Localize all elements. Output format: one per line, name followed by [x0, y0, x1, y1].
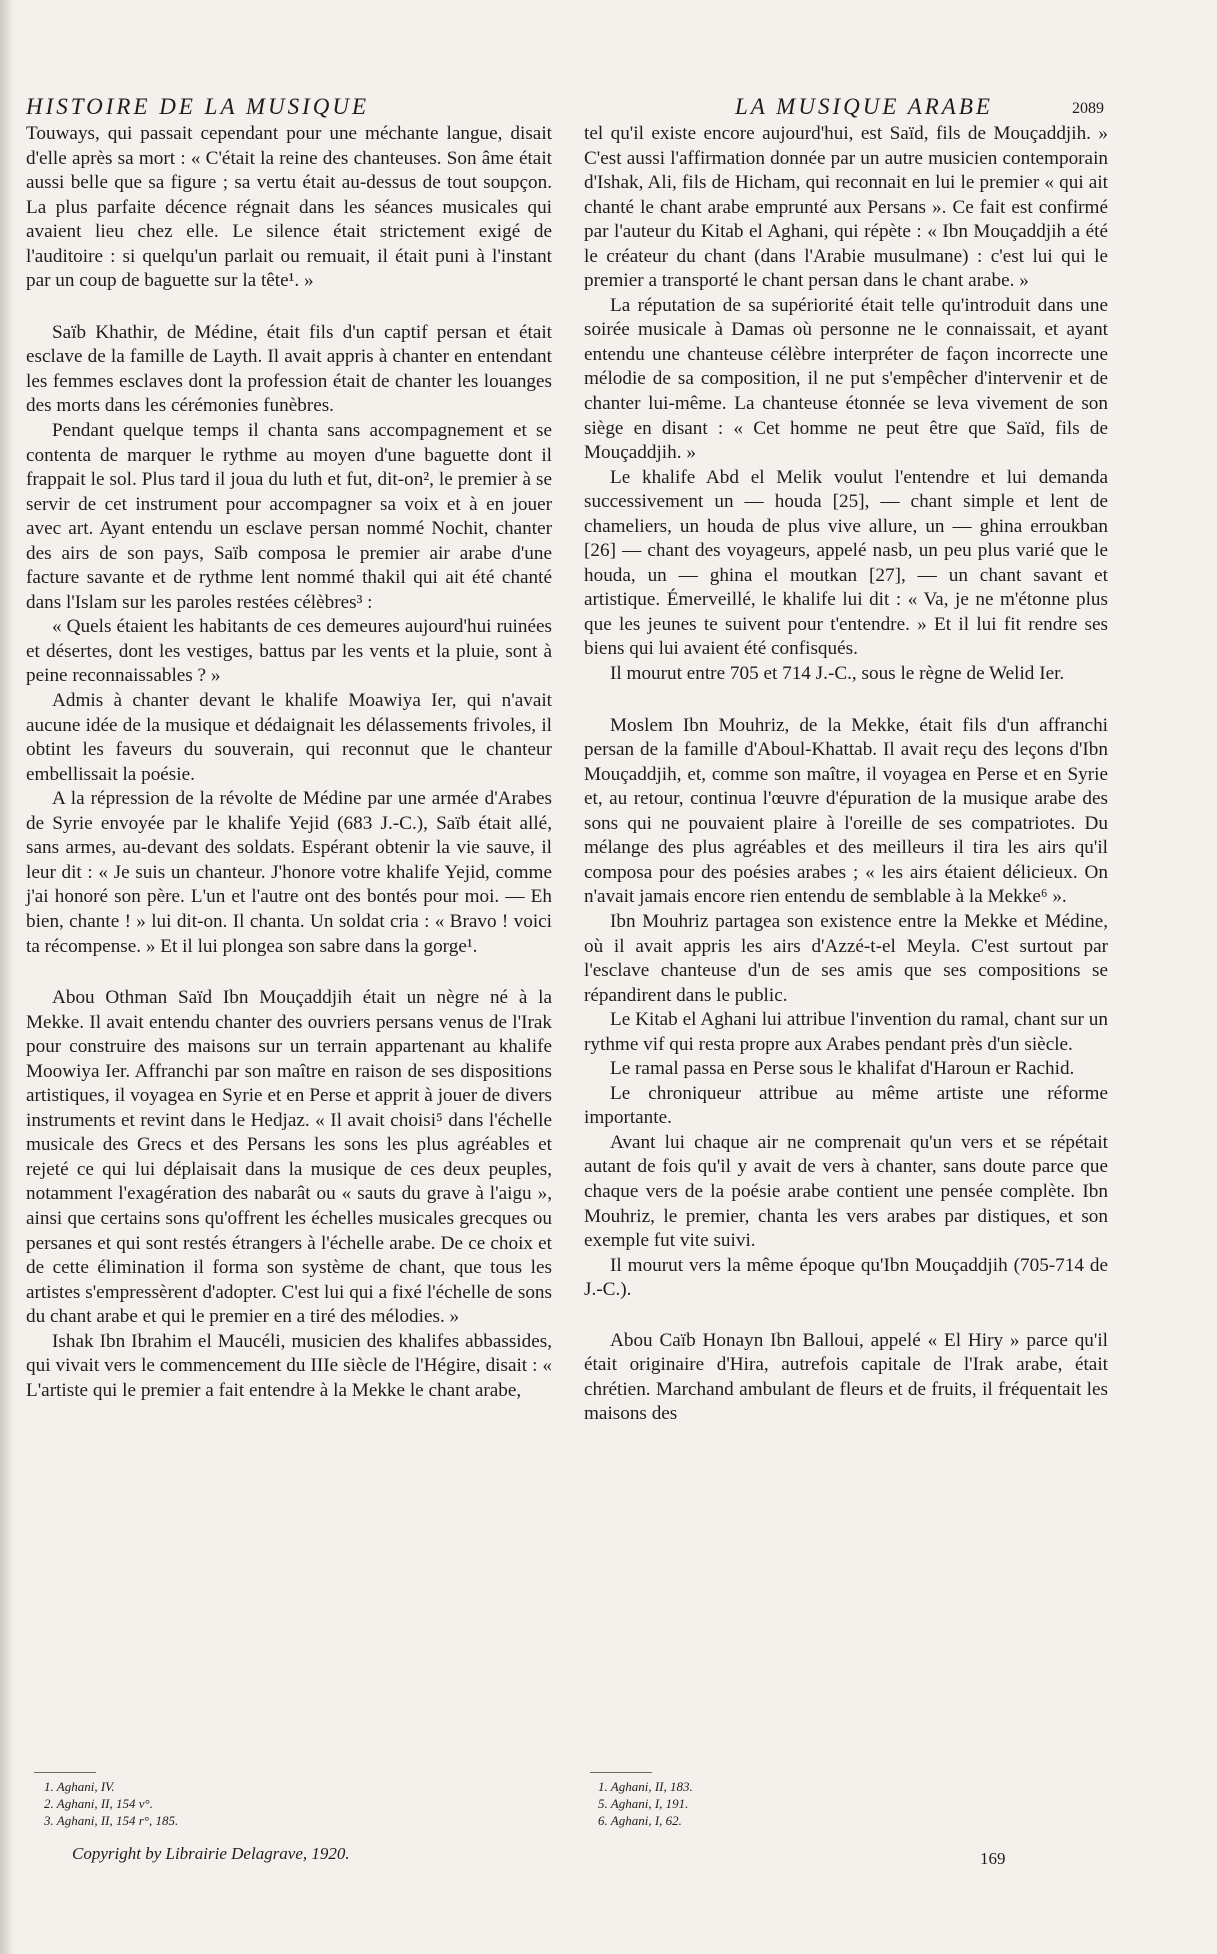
paragraph: Admis à chanter devant le khalife Moawiya Ier, qui n'avait aucune idée de la musique et dédaignait les délassements frivoles, il obtint les faveurs du souverain, qui reconnut que le chanteur embellissait la poésie. — [26, 690, 552, 785]
paragraph: Abou Othman Saïd Ibn Mouçaddjih était un nègre né à la Mekke. Il avait entendu chanter des ouvriers persans venus de l'Irak pour construire des maisons sur un terrain appartenant au khalife Moowiya Ier. Affranchi par son maître en raison de ses dispositions artistiques, il voyagea en Syrie et en Perse et apprit à jouer de divers instruments et revint dans le Hedjaz. « Il avait choisi⁵ dans l'échelle musicale des Grecs et des Persans les sons les plus agréables et rejeté ce qui lui déplaisait dans la musique de ces deux peuples, notamment l'exagération des nabarât ou « sauts du grave à l'aigu », ainsi que certains sons qu'offrent les échelles musicales grecques ou persanes et qui sont restés étrangers à l'échelle arabe. De ce choix et de cette élimination il forma son système de chant, que tous les artistes s'empressèrent d'adopter. C'est lui qui a fixé l'échelle de sons du chant arabe et qui le premier en a tiré des mélodies. » — [26, 987, 552, 1328]
folio-number: 169 — [980, 1849, 1006, 1868]
paragraph: Pendant quelque temps il chanta sans accompagnement et se contenta de marquer le rythme au moyen d'une baguette dont il frappait le sol. Plus tard il joua du luth et fut, dit-on², le premier à se servir de cet instrument pour accompagner sa voix et à en jouer avec art. Ayant entendu un esclave persan nommé Nochit, chanter des airs de son pays, Saïb composa le premier air arabe d'une facture savante et de rythme lent nommé thakil qui ait été chanté dans l'Islam sur les paroles restées célèbres³ : — [26, 420, 552, 613]
paragraph: La réputation de sa supériorité était telle qu'introduit dans une soirée musicale à Damas où personne ne le connaissait, et ayant entendu une chanteuse célèbre interpréter de façon incorrecte une mélodie de sa composition, il ne put s'empêcher d'intervenir et de chanter lui-même. La chanteuse étonnée se leva vivement de son siège en disant : « Cet homme ne peut être que Saïd, fils de Mouçaddjih. » — [584, 294, 1108, 464]
paragraph: Ishak Ibn Ibrahim el Maucéli, musicien des khalifes abbassides, qui vivait vers le commencement du IIIe siècle de l'Hégire, disait : « L'artiste qui le premier a fait entendre à la Mekke le chant arabe, — [26, 1330, 552, 1401]
paragraph: Le ramal passa en Perse sous le khalifat d'Haroun er Rachid. — [610, 1058, 1075, 1080]
paragraph: Le Kitab el Aghani lui attribue l'invention du ramal, chant sur un rythme vif qui resta propre aux Arabes pendant près d'un siècle. — [584, 1009, 1108, 1055]
footnote-rule-left — [34, 1772, 96, 1773]
paragraph: Il mourut vers la même époque qu'Ibn Mouçaddjih (705-714 de J.-C.). — [584, 1254, 1108, 1301]
footnote: 1. Aghani, IV. — [44, 1779, 115, 1794]
footnotes-left — [44, 1778, 178, 1829]
running-head-left: HISTOIRE DE LA MUSIQUE — [26, 94, 370, 119]
footnotes-right — [598, 1778, 693, 1829]
footnote: 3. Aghani, II, 154 r°, 185. — [44, 1813, 179, 1828]
paragraph: Le chroniqueur attribue au même artiste une réforme importante. — [584, 1082, 1108, 1129]
footnote-rule-right — [590, 1772, 652, 1773]
paragraph: Avant lui chaque air ne comprenait qu'un vers et se répétait autant de fois qu'il y avait de vers à chanter, sans doute parce que chaque vers de la poésie arabe contient une pensée complète. Ibn Mouhriz, le premier, chanta les vers arabes par distiques, et son exemple fut vite suivi. — [584, 1131, 1108, 1252]
paragraph: Touways, qui passait cependant pour une méchante langue, disait d'elle après sa mort : « C'était la reine des chanteuses. Son âme était aussi belle que sa figure ; sa vertu était au-dessus de tout soupçon. La plus parfaite décence régnait dans les séances musicales qui avaient lieu chez elle. Le silence était strictement exigé de l'auditoire : si quelqu'un parlait ou remuait, il était puni à l'instant par un coup de baguette sur la tête¹. » — [26, 123, 552, 292]
paragraph: Moslem Ibn Mouhriz, de la Mekke, était fils d'un affranchi persan de la famille d'Aboul-Khattab. Il avait reçu des leçons d'Ibn Mouçaddjih, et, comme son maître, il voyagea en Perse et en Syrie et, au retour, continua l'œuvre d'épuration de la musique arabe des sons qui ne pouvaient plaire à l'oreille de ses compatriotes. Du mélange des plus agréables et des meilleurs il tira les airs qu'il composa pour des poésies arabes ; « les airs étaient délicieux. On n'avait jamais encore rien entendu de semblable à la Mekke⁶ ». — [584, 714, 1108, 908]
paragraph: Abou Caïb Honayn Ibn Balloui, appelé « El Hiry » parce qu'il était originaire d'Hira, autrefois capitale de l'Irak arabe, était chrétien. Marchand ambulant de fleurs et de fruits, il fréquentait les maisons des — [584, 1329, 1108, 1425]
copyright-line: Copyright by Librairie Delagrave, 1920. — [72, 1844, 350, 1863]
footnote: 6. Aghani, I, 62. — [598, 1813, 682, 1828]
paragraph: Saïb Khathir, de Médine, était fils d'un captif persan et était esclave de la famille de Layth. Il avait appris à chanter en entendant les femmes esclaves dont la profession était de chanter les louanges des morts dans les cérémonies funèbres. — [26, 321, 552, 417]
paragraph: Le khalife Abd el Melik voulut l'entendre et lui demanda successivement un — houda [25], — chant simple et lent de chameliers, un houda de plus vive allure, un — ghina erroukban [26] — chant des voyageurs, appelé nasb, un peu plus varié que le houda, un — ghina el moutkan [27], — un chant savant et artistique. Émerveillé, le khalife lui dit : « Va, je ne m'étonne plus que les jeunes te suivent pour t'entendre. » Et il lui fit rendre ses biens qui lui avaient été confisqués. — [584, 466, 1108, 660]
paragraph: « Quels étaient les habitants de ces demeures aujourd'hui ruinées et désertes, dont les vestiges, battus par les vents et la pluie, sont à peine reconnaissables ? » — [26, 616, 552, 687]
running-head-page-number: 2089 — [1072, 100, 1104, 117]
paragraph: Il mourut entre 705 et 714 J.-C., sous le règne de Welid Ier. — [610, 663, 1065, 685]
right-column — [584, 122, 1108, 1427]
paragraph: A la répression de la révolte de Médine par une armée d'Arabes de Syrie envoyée par le khalife Yejid (683 J.-C.), Saïb était allé, sans armes, au-devant des soldats. Espérant obtenir la vie sauve, il leur dit : « Je suis un chanteur. J'honore votre khalife Yejid, comme j'ai honoré son père. L'un et l'autre ont des bontés pour moi. — Eh bien, chante ! » lui dit-on. Il chanta. Un soldat cria : « Bravo ! voici ta récompense. » Et il lui plongea son sabre dans la gorge¹. — [26, 788, 552, 957]
running-head-right: LA MUSIQUE ARABE — [735, 94, 993, 119]
left-column — [26, 122, 552, 1403]
footnote: 2. Aghani, II, 154 v°. — [44, 1796, 153, 1811]
page-edge-shadow — [0, 0, 14, 1954]
paragraph: Ibn Mouhriz partagea son existence entre la Mekke et Médine, où il avait appris les airs d'Azzé-t-el Meyla. C'est surtout par l'esclave chanteuse d'un de ses amis que ses compositions se répandirent dans le public. — [584, 910, 1108, 1006]
paragraph: tel qu'il existe encore aujourd'hui, est Saïd, fils de Mouçaddjih. » C'est aussi l'affirmation donnée par un autre musicien contemporain d'Ishak, Ali, fils de Hicham, qui reconnait en lui le premier « qui ait chanté le chant arabe emprunté aux Persans ». Ce fait est confirmé par l'auteur du Kitab el Aghani, qui répète : « Ibn Mouçaddjih a été le créateur du chant (dans l'Arabie musulmane) : c'est lui qui le premier a transporté le chant persan dans le chant arabe. » — [584, 123, 1108, 292]
footnote: 5. Aghani, I, 191. — [598, 1796, 689, 1811]
footnote: 1. Aghani, II, 183. — [598, 1779, 693, 1794]
